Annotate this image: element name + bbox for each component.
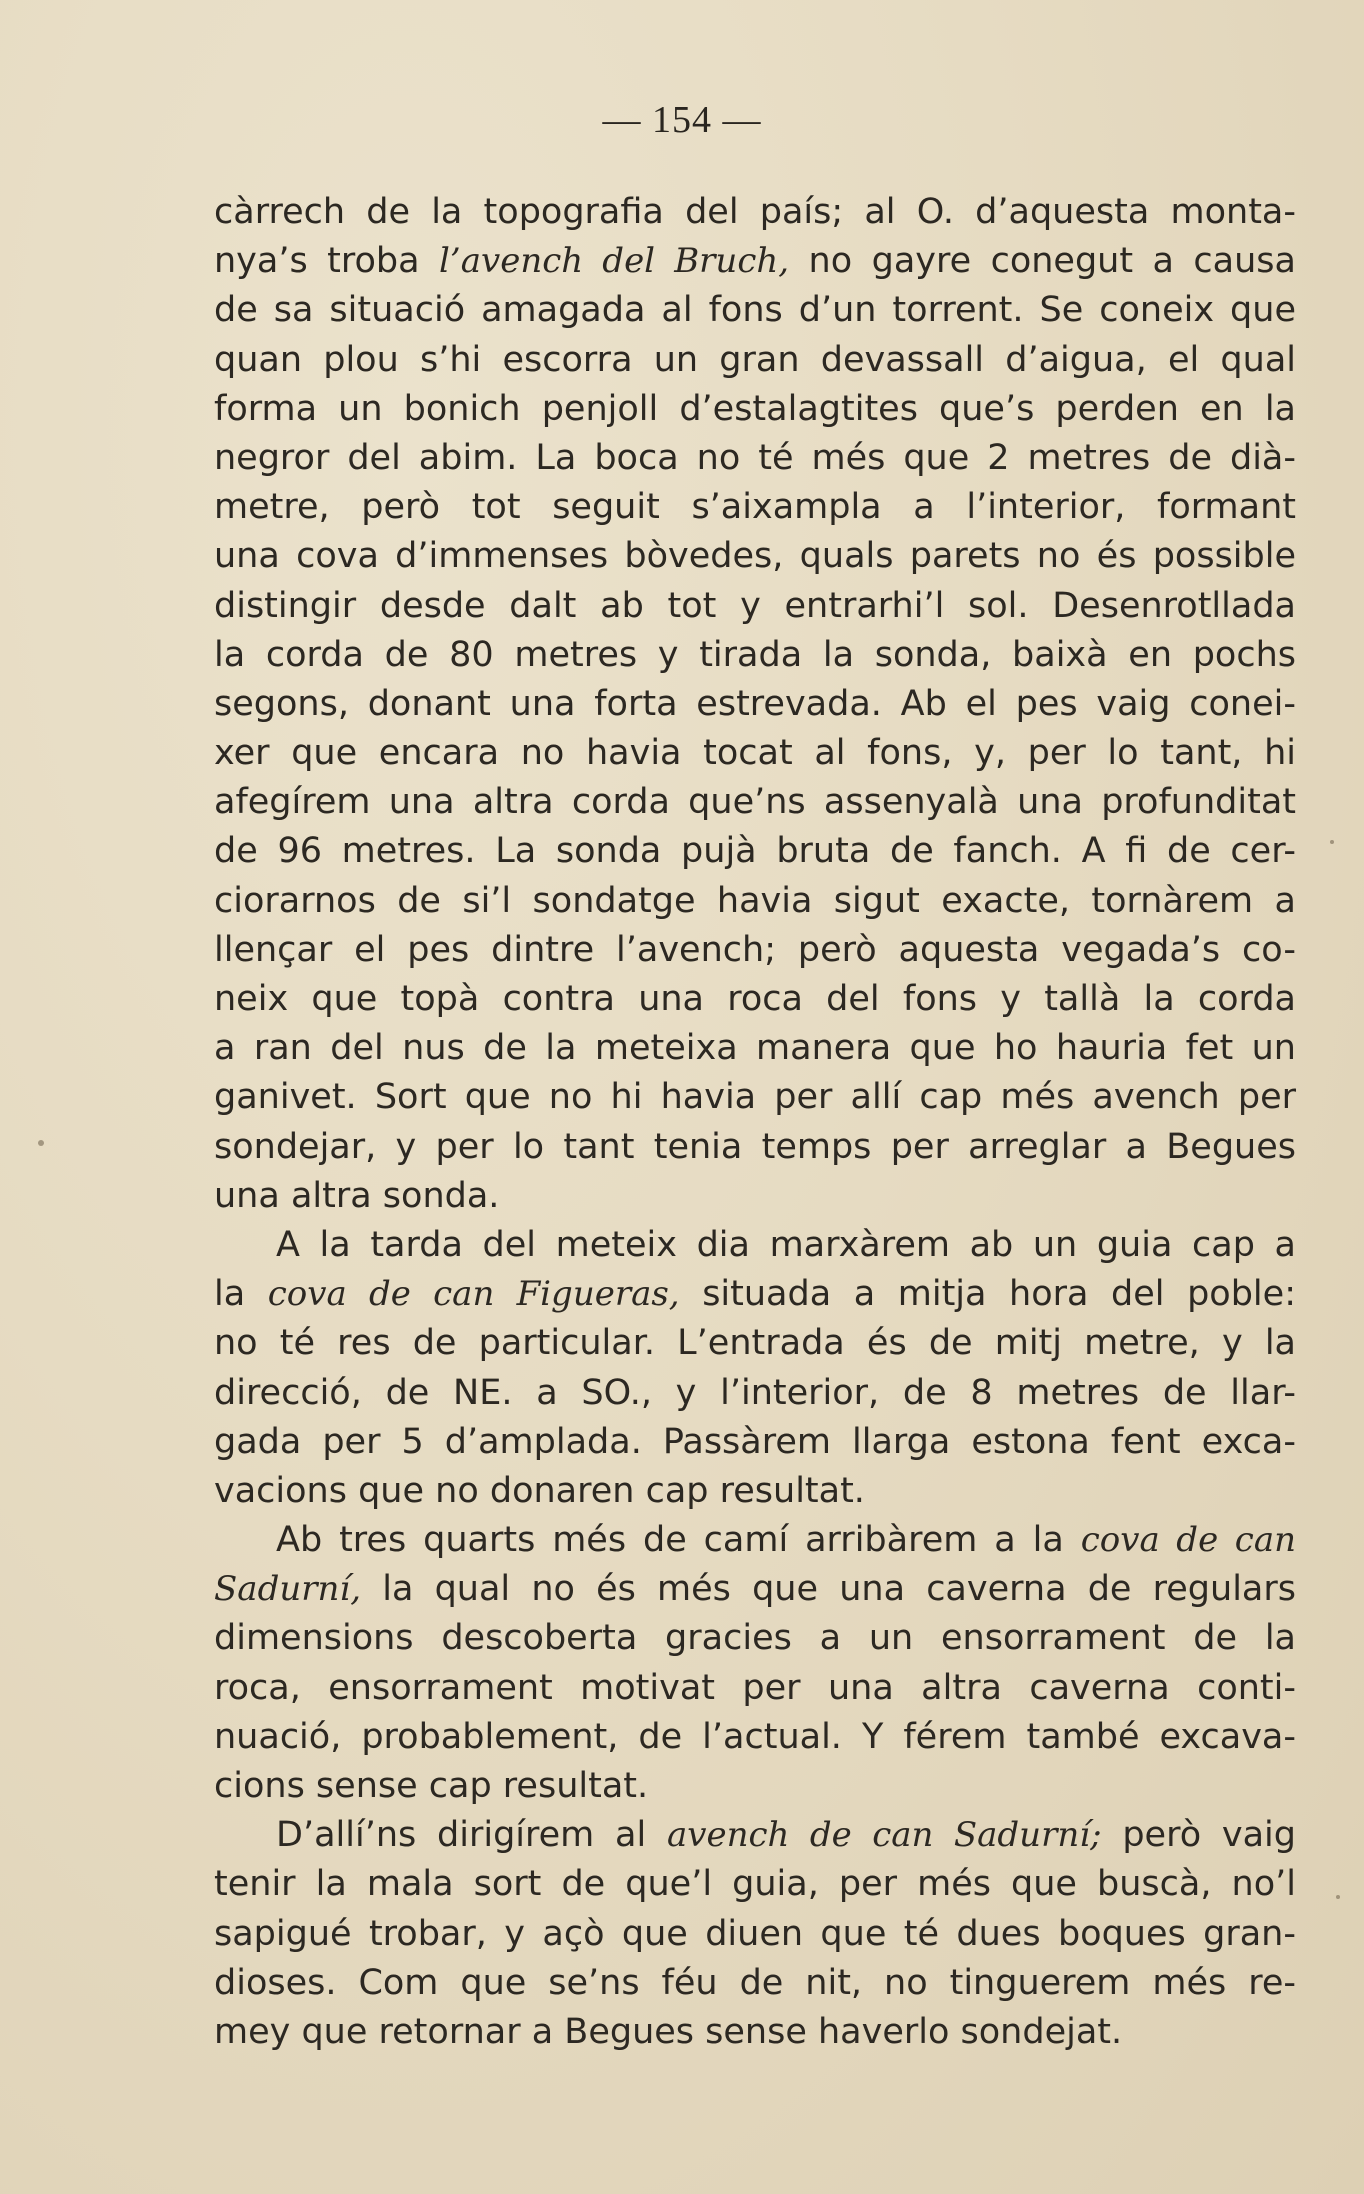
text-line [214,532,1296,581]
text-segment: una cova d’immenses bòvedes, quals parets no és possible [214,536,1296,577]
text-segment: a ran del nus de la meteixa manera que ho hauria fet un [214,1028,1296,1069]
text-segment: segons, donant una forta estrevada. Ab el pes vaig conei- [214,683,1296,724]
italic-place-name: l’avench del Bruch, [439,241,790,282]
text-segment: afegírem una altra corda que’ns assenyalà una profunditat [214,782,1296,823]
text-line [214,1270,1296,1319]
text-line [214,1418,1296,1467]
text-line [214,1172,1296,1221]
text-line [214,631,1296,680]
text-line [214,336,1296,385]
text-line [214,1319,1296,1368]
text-segment: de sa situació amagada al fons d’un torrent. Se coneix que [214,290,1296,331]
text-line [214,434,1296,483]
text-line [214,1762,1296,1811]
text-segment: sapigué trobar, y açò que diuen que té dues boques gran- [214,1913,1296,1954]
text-segment: no gayre conegut a causa [789,241,1296,282]
text-segment: A la tarda del meteix dia marxàrem ab un guia cap a [276,1224,1296,1265]
text-line [214,1221,1296,1270]
text-line [214,1516,1296,1565]
italic-place-name: avench de can Sadurní; [666,1815,1102,1856]
text-line [214,1467,1296,1516]
text-line [214,1565,1296,1614]
text-segment: la [214,1274,268,1315]
text-segment: sondejar, y per lo tant tenia temps per arreglar a Begues [214,1126,1296,1167]
paper-speck [38,1140,44,1146]
text-line [214,385,1296,434]
text-line [214,680,1296,729]
text-segment: la corda de 80 metres y tirada la sonda, baixà en pochs [214,634,1296,675]
text-segment: ganivet. Sort que no hi havia per allí cap més avench per [214,1077,1296,1118]
italic-place-name: Sadurní, [214,1569,362,1610]
text-line [214,286,1296,335]
italic-place-name: cova de can Figueras, [267,1274,680,1315]
text-line [214,188,1296,237]
text-line [214,1959,1296,2008]
text-segment: metre, però tot seguit s’aixampla a l’interior, formant [214,487,1296,528]
text-segment: la qual no és més que una caverna de regulars [361,1569,1296,1610]
text-line [214,778,1296,827]
text-line [214,1024,1296,1073]
text-segment: situada a mitja hora del poble: [679,1274,1296,1315]
text-line [214,1860,1296,1909]
text-segment: nya’s troba [214,241,440,282]
text-segment: neix que topà contra una roca del fons y tallà la corda [214,979,1296,1019]
text-line [214,483,1296,532]
text-segment: D’allí’ns dirigírem al [276,1815,667,1856]
text-segment: tenir la mala sort de que’l guia, per més que buscà, no’l [214,1864,1296,1905]
text-segment: dimensions descoberta gracies a un ensorrament de la [214,1618,1296,1659]
text-segment: no té res de particular. L’entrada és de mitj metre, y la [214,1323,1296,1364]
text-segment: llençar el pes dintre l’avench; però aquesta vegada’s co- [214,929,1296,970]
text-segment: Ab tres quarts més de camí arribàrem a la [276,1520,1081,1561]
text-line [214,237,1296,286]
paper-speck [1330,840,1334,844]
text-segment: nuació, probablement, de l’actual. Y férem també excava- [214,1716,1296,1757]
paper-speck [1336,1895,1340,1899]
text-line [214,1123,1296,1172]
text-segment: direcció, de NE. a SO., y l’interior, de 8 metres de llar- [214,1372,1296,1413]
text-segment: quan plou s’hi escorra un gran devassall d’aigua, el qual [214,339,1296,380]
text-line [214,926,1296,975]
text-segment: gada per 5 d’amplada. Passàrem llarga estona fent exca- [214,1421,1296,1462]
text-line [214,827,1296,876]
text-segment: dioses. Com que se’ns féu de nit, no tinguerem més re- [214,1962,1296,2003]
text-segment: càrrech de la topografia del país; al O. d’aquesta monta- [214,192,1296,232]
text-line [214,2008,1296,2057]
text-segment: però vaig [1101,1815,1296,1856]
text-line [214,1073,1296,1122]
text-segment: vacions que no donaren cap resultat. [214,1470,865,1511]
text-segment: una altra sonda. [214,1175,500,1216]
text-line [214,582,1296,631]
italic-place-name: cova de can [1080,1520,1297,1561]
text-line [214,975,1296,1024]
text-segment: mey que retornar a Begues sense haverlo sondejat. [214,2011,1123,2052]
text-line [214,1910,1296,1959]
text-segment: negror del abim. La boca no té més que 2 metres de dià- [214,437,1296,478]
text-segment: distingir desde dalt ab tot y entrarhi’l sol. Desenrotllada [214,585,1296,626]
text-segment: ciorarnos de si’l sondatge havia sigut exacte, tornàrem a [214,880,1296,921]
text-segment: roca, ensorrament motivat per una altra caverna conti- [214,1667,1296,1708]
text-line [214,729,1296,778]
text-segment: de 96 metres. La sonda pujà bruta de fanch. A fi de cer- [214,831,1296,872]
text-segment: xer que encara no havia tocat al fons, y, per lo tant, hi [214,733,1296,774]
text-line [214,1713,1296,1762]
page-number: — 154 — [602,99,762,141]
body-text [214,188,1296,2057]
text-line [214,1664,1296,1713]
text-segment: forma un bonich penjoll d’estalagtites que’s perden en la [214,388,1296,429]
text-line [214,1811,1296,1860]
text-line [214,877,1296,926]
text-line [214,1614,1296,1663]
text-line [214,1369,1296,1418]
text-segment: cions sense cap resultat. [214,1766,649,1806]
